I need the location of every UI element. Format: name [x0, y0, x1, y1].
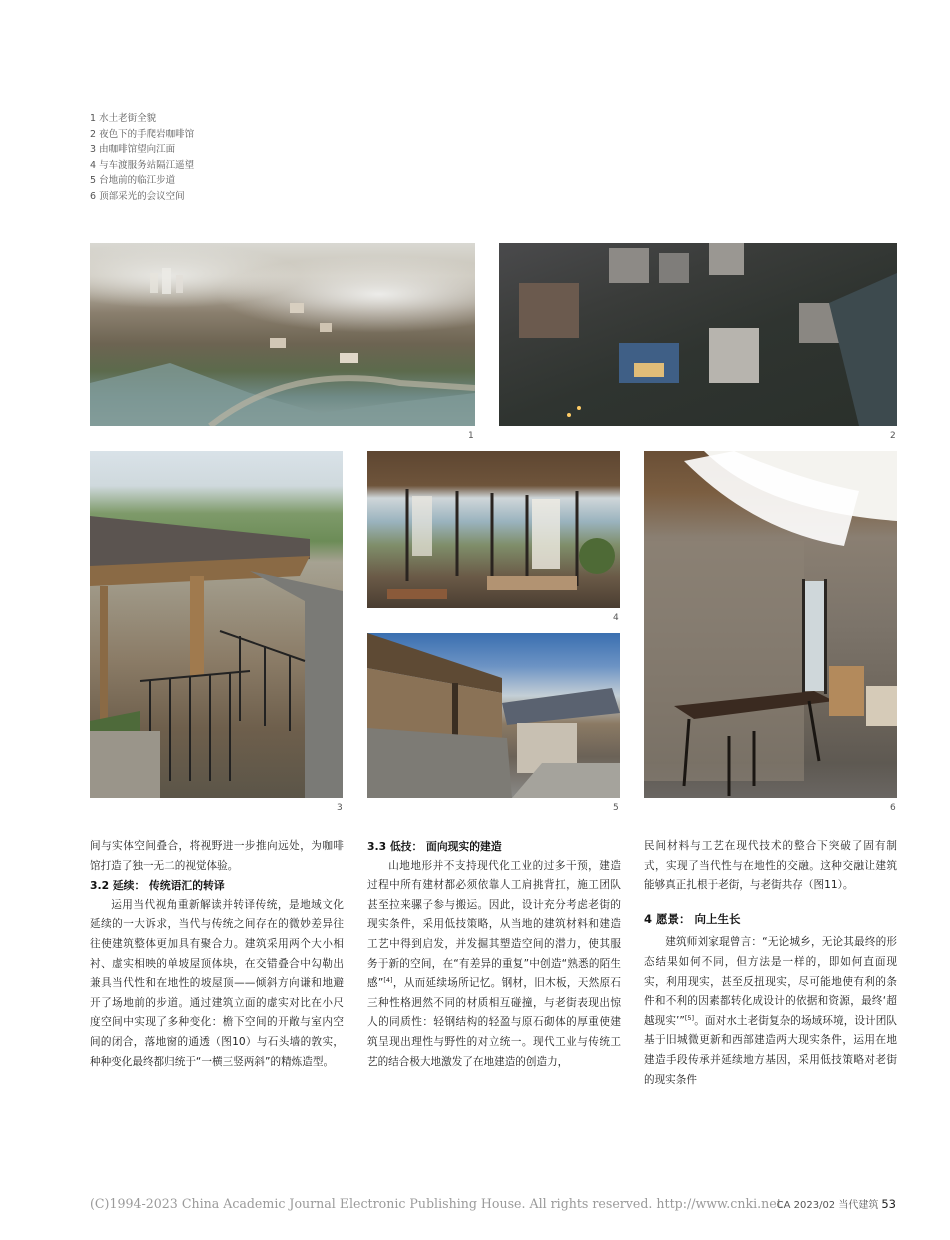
figure-caption-list — [90, 111, 194, 204]
reference-mark: [4] — [383, 976, 393, 985]
text-column-2 — [367, 837, 621, 1072]
section-heading: 4 愿景： 向上生长 — [644, 911, 741, 926]
paragraph — [644, 933, 897, 1090]
photo-night-cafe — [499, 243, 897, 426]
reference-mark: [5] — [684, 1013, 695, 1022]
paragraph: 民间材料与工艺在现代技术的整合下突破了固有制式，实现了当代性与在地性的交融。这种交融让建筑能够真正扎根于老街，与老街共存（图11）。 — [644, 840, 897, 892]
figure-number: 5 — [613, 803, 619, 813]
figure-number: 4 — [613, 613, 619, 623]
caption-item: 6 顶部采光的会议空间 — [90, 190, 185, 202]
photo-cafe-river-view — [90, 451, 343, 798]
paragraph-text: ，从而延续场所记忆。钢材，旧木板，天然原石三种性格迥然不同的材质相互碰撞，与老街表现出惊人的同质性：轻钢结构的轻盈与原石砌体的厚重使建筑呈现出理性与野性的对立统一。现代工业与传统工艺的结合极大地激发了在地建造的创造力， — [367, 977, 621, 1068]
copyright-notice: (C)1994-2023 China Academic Journal Electronic Publishing House. All rights reserved. http://www.cnki.net — [90, 1196, 782, 1211]
photo-aerial-town — [90, 243, 475, 426]
page-footer — [777, 1196, 896, 1211]
figure-number: 3 — [337, 803, 343, 813]
figure-number: 2 — [890, 431, 896, 441]
text-column-3 — [644, 837, 897, 1090]
photo-meeting-space — [644, 451, 897, 798]
photo-riverside-walkway — [367, 633, 620, 798]
page-number: 53 — [881, 1197, 896, 1211]
section-heading: 3.3 低技： 面向现实的建造 — [367, 840, 502, 853]
paragraph-text: 。面对水土老街复杂的场域环境，设计团队基于旧城微更新和西部建造两大现实条件，运用在地建造手段传承并延续地方基因，采用低技策略对老街的现实条件 — [644, 1014, 897, 1086]
paragraph — [367, 857, 621, 1073]
paragraph: 间与实体空间叠合，将视野进一步推向远处，为咖啡馆打造了独一无二的视觉体验。 — [90, 840, 344, 872]
figure-number: 1 — [468, 431, 474, 441]
figure-number: 6 — [890, 803, 896, 813]
photo-cafe-interior — [367, 451, 620, 608]
caption-item: 1 水土老街全貌 — [90, 113, 157, 124]
caption-item: 5 台地前的临江步道 — [90, 175, 176, 186]
caption-item: 2 夜色下的手爬岩咖啡馆 — [90, 128, 195, 140]
caption-item: 4 与车渡服务站隔江遥望 — [90, 159, 195, 171]
paragraph-text: 山地地形并不支持现代化工业的过多干预，建造过程中所有建材都必须依靠人工肩挑背扛，施工团队甚至拉来骡子参与搬运。因此，设计充分考虑老街的现实条件，采用低技策略，从当地的建筑材料和建造工艺中得到启发，并发掘其塑造空间的潜力，使其服务于新的空间，在“有差异的重复”中创造“熟悉的陌生感” — [367, 859, 621, 990]
section-heading: 3.2 延续： 传统语汇的转译 — [90, 879, 225, 893]
text-column-1 — [90, 837, 344, 1072]
paragraph-text: 建筑师刘家琨曾言：“无论城乡，无论其最终的形态结果如何不同，但方法是一样的，即如何直面现实，利用现实，甚至反扭现实，尽可能地使有利的条件和不利的因素都转化成设计的依据和资源，最终‘超越现实’” — [644, 936, 897, 1027]
paragraph: 运用当代视角重新解读并转译传统，是地域文化延续的一大诉求，当代与传统之间存在的微妙差异往往使建筑整体更加具有聚合力。建筑采用两个大小相衬、虚实相映的单坡屋顶体块，在交错叠合中勾勒出兼具当代性和在地性的坡屋顶——倾斜方向谦和地避开了场地前的步道。通过建筑立面的虚实对比在小尺度空间中实现了多种变化：檐下空间的开敞与室内空间的闭合，落地窗的通透（图10）与石头墙的敦实，种种变化最终都归统于“一横三竖两斜”的精炼造型。 — [90, 898, 344, 1068]
caption-item: 3 由咖啡馆望向江面 — [90, 144, 176, 155]
journal-info: CA 2023/02 当代建筑 — [776, 1200, 879, 1211]
